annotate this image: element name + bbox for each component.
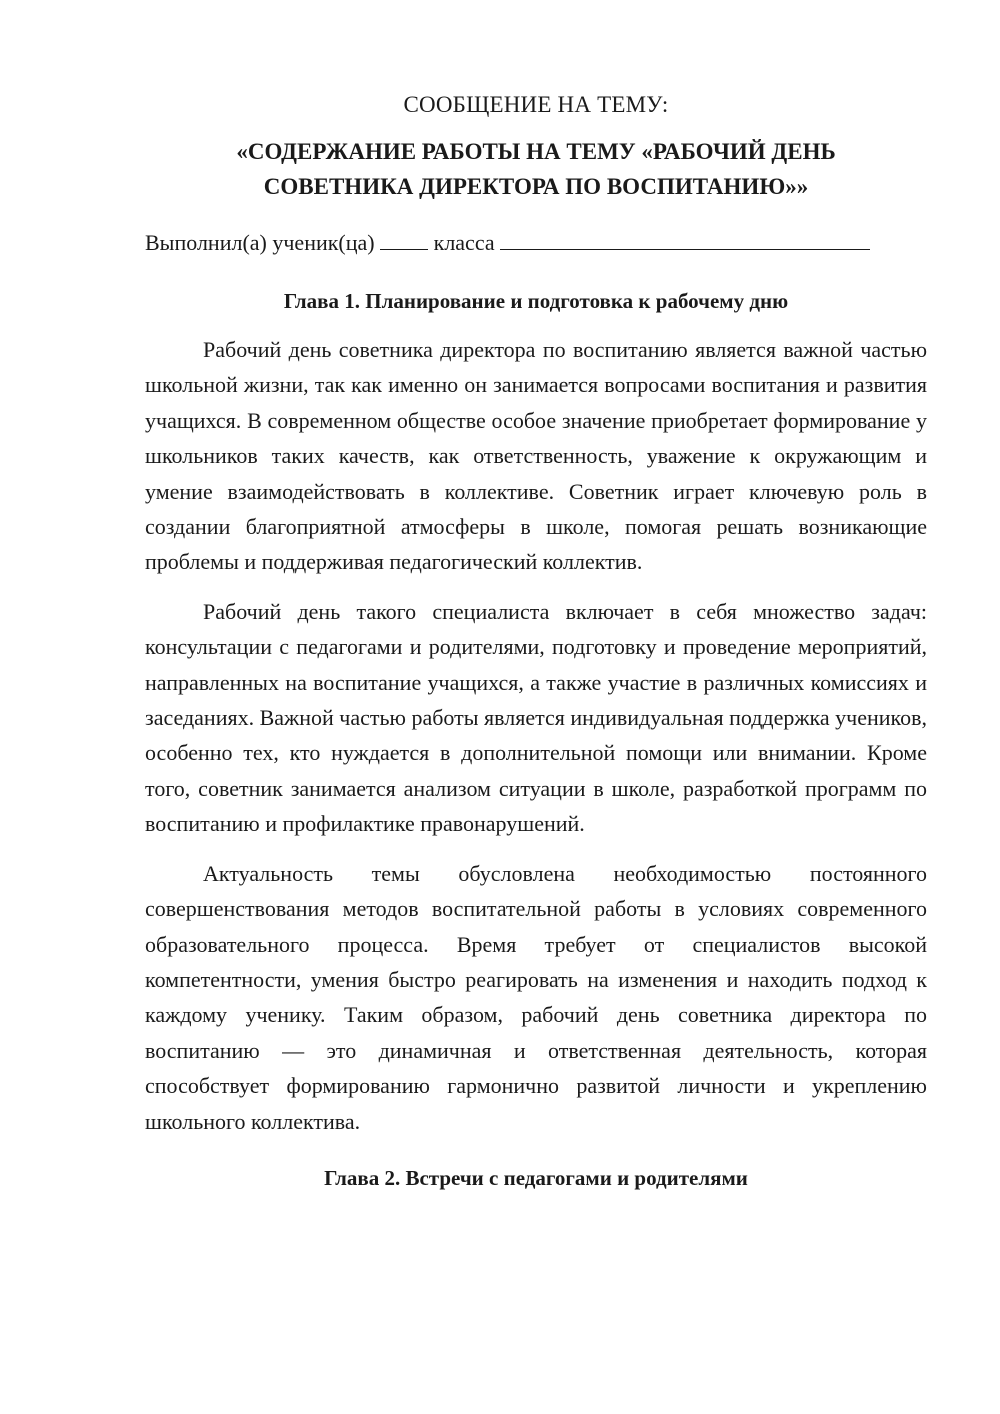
chapter-1-paragraph-2: Рабочий день такого специалиста включает в себя множество задач: консультации с педагогами и родителями, подготовку и проведение мероприятий, направленных на воспитание учащихся, а также участие в различных комиссиях и заседаниях. Важной частью работы является индивидуальная поддержка учеников, особенно тех, кто нуждается в дополнительной помощи или внимании. Кроме того, советник занимается анализом ситуации в школе, разработкой программ по воспитанию и профилактике правонарушений. bbox=[145, 598, 928, 837]
author-line bbox=[145, 228, 927, 258]
document-label: СООБЩЕНИЕ НА ТЕМУ: bbox=[403, 92, 669, 117]
author-prefix: Выполнил(а) ученик(ца) bbox=[145, 230, 375, 255]
author-class-word: класса bbox=[433, 230, 495, 255]
class-number-blank bbox=[380, 229, 428, 250]
document-title-line-1: «СОДЕРЖАНИЕ РАБОТЫ НА ТЕМУ «РАБОЧИЙ ДЕНЬ bbox=[236, 139, 836, 164]
chapter-1-paragraph-3: Актуальность темы обусловлена необходимостью постоянного совершенствования методов воспитательной работы в условиях современного образовательного процесса. Время требует от специалистов высокой компетентности, умения быстро реагировать на изменения и находить подход к каждому ученику. Таким образом, рабочий день советника директора по воспитанию — это динамичная и ответственная деятельность, которая способствует формированию гармонично развитой личности и укреплению школьного коллектива. bbox=[145, 860, 927, 1134]
document-title-line-2: СОВЕТНИКА ДИРЕКТОРА ПО ВОСПИТАНИЮ»» bbox=[263, 174, 809, 199]
author-name-blank bbox=[500, 229, 870, 250]
chapter-2-heading: Глава 2. Встречи с педагогами и родителями bbox=[324, 1165, 748, 1190]
chapter-1-paragraph-1: Рабочий день советника директора по воспитанию является важной частью школьной жизни, так как именно он занимается вопросами воспитания и развития учащихся. В современном обществе особое значение приобретает формирование у школьников таких качеств, как ответственность, уважение к окружающим и умение взаимодействовать в коллективе. Советник играет ключевую роль в создании благоприятной атмосферы в школе, помогая решать возникающие проблемы и поддерживая педагогический коллектив. bbox=[145, 337, 927, 575]
document-page bbox=[145, 90, 927, 1193]
chapter-1-heading: Глава 1. Планирование и подготовка к рабочему дню bbox=[283, 289, 789, 313]
